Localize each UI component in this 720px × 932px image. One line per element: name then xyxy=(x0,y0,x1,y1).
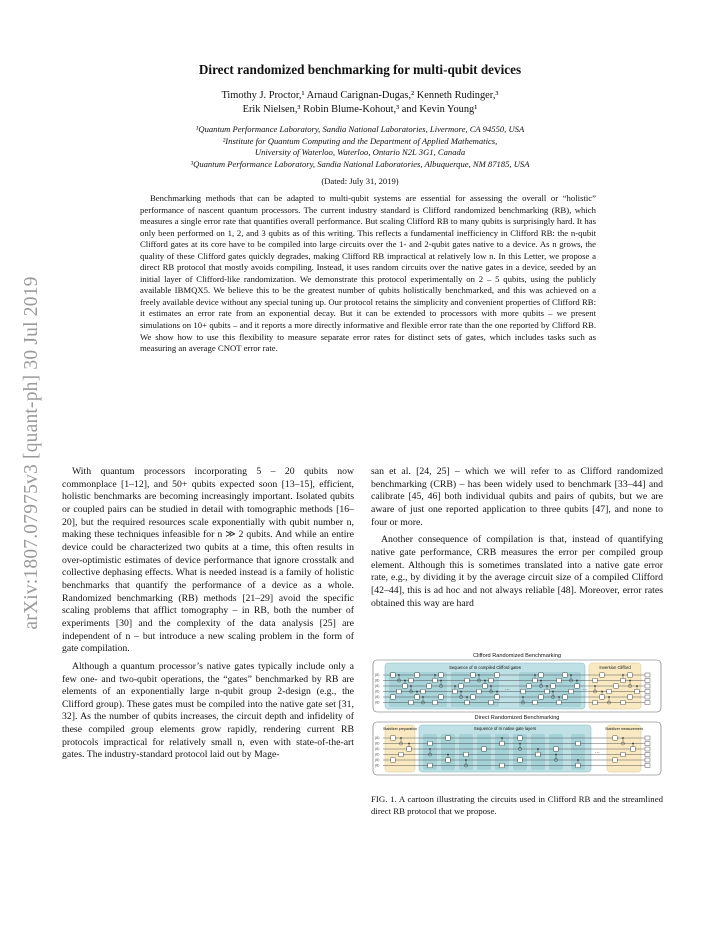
fig-top-gate xyxy=(563,673,567,677)
fig-top-qubit-label: |0⟩ xyxy=(375,673,380,678)
fig-top-ellipsis-2: ··· xyxy=(583,687,588,693)
fig-top-cnot-control xyxy=(410,685,412,687)
fig-bottom-ellipsis: ··· xyxy=(595,750,600,756)
fig-top-gate xyxy=(489,700,493,704)
fig-top-gate xyxy=(600,673,604,677)
affiliation-3: ³Quantum Performance Laboratory, Sandia National Laboratories, Albuquerque, NM 87185, USA xyxy=(190,158,530,169)
figure-caption: FIG. 1. A cartoon illustrating the circuits used in Clifford RB and the streamlined direct RB protocol that we propose. xyxy=(371,794,663,816)
fig-top-gate xyxy=(471,673,475,677)
date-line: (Dated: July 31, 2019) xyxy=(321,176,399,186)
fig-bottom-cnot-control xyxy=(501,737,503,739)
fig-top-gate xyxy=(465,678,469,682)
fig-top-gate xyxy=(465,700,469,704)
affiliation-2-cont: University of Waterloo, Waterloo, Ontario N2L 3G1, Canada xyxy=(254,147,466,158)
fig-top-ellipsis-1: ··· xyxy=(505,687,510,693)
fig-bottom-gate xyxy=(391,758,395,762)
fig-top-gate xyxy=(483,684,487,688)
fig-top-gate xyxy=(607,689,611,693)
fig-bottom-gate xyxy=(613,736,617,740)
fig-bottom-measure-icon xyxy=(645,764,650,768)
fig-top-cnot-control xyxy=(404,680,406,682)
left-column xyxy=(62,466,354,767)
fig-top-gate xyxy=(397,689,401,693)
fig-bottom-cnot-control xyxy=(447,754,449,756)
fig-top-gate xyxy=(415,673,419,677)
fig-top-gate xyxy=(621,678,625,682)
authors xyxy=(0,89,720,117)
fig-bottom-cnot-control xyxy=(555,754,557,756)
fig-top-gate xyxy=(521,689,525,693)
fig-top-gate xyxy=(533,700,537,704)
fig-top-cnot-control xyxy=(629,680,631,682)
fig-bottom-measure-icon xyxy=(645,747,650,751)
fig-top-cnot-control xyxy=(522,696,524,698)
fig-top-gate xyxy=(527,684,531,688)
fig-top-gate xyxy=(600,695,604,699)
paper-title: Direct randomized benchmarking for multi-qubit devices xyxy=(198,62,522,77)
fig-top-cnot-control xyxy=(546,685,548,687)
fig-top-cnot-control xyxy=(608,696,610,698)
fig-bottom-gate xyxy=(482,747,486,751)
left-paragraph-2: Although a quantum processor’s native gates typically include only a few one- and two-qubit operations, the “gates” benchmarked by RB are elements of an exponentially large n-qubit group 2-design (e.g., the Clifford group). These gates must be compiled into the native gate set [31, 32]. As the number of qubits increases, the circuit depth and infidelity of these compiled group elements grow rapidly, rendering current RB protocols impractical for relatively small n, even with state-of-the-art gates. The industry-standard protocol laid out by Mage- xyxy=(62,660,354,761)
fig-top-cnot-control xyxy=(466,696,468,698)
fig-bottom-cnot-control xyxy=(465,759,467,761)
fig-bottom-meas-box xyxy=(607,725,641,772)
fig-top-gate xyxy=(391,673,395,677)
fig-bottom-measure-icon xyxy=(645,742,650,746)
fig-top-gate xyxy=(551,684,555,688)
fig-top-gate xyxy=(459,684,463,688)
fig-top-cnot-control xyxy=(440,680,442,682)
fig-bottom-layer-block xyxy=(549,734,563,770)
fig-top-gate xyxy=(557,678,561,682)
fig-top-gate xyxy=(495,695,499,699)
fig-bottom-gate xyxy=(576,741,580,745)
fig-bottom-cnot-control xyxy=(577,759,579,761)
fig-bottom-gate xyxy=(576,763,580,767)
fig-bottom-gate xyxy=(407,747,411,751)
fig-top-gate xyxy=(575,684,579,688)
fig-bottom-measure-icon xyxy=(645,758,650,762)
fig-top-gate xyxy=(533,678,537,682)
fig-top-qubit-label: |0⟩ xyxy=(375,689,380,694)
fig-bottom-gate xyxy=(613,758,617,762)
affiliation-2: ²Institute for Quantum Computing and the Department of Applied Mathematics, xyxy=(222,135,498,146)
fig-bottom-gate xyxy=(621,752,625,756)
fig-top-gate xyxy=(433,700,437,704)
fig-top-measure-icon xyxy=(645,673,650,677)
fig-top-gate xyxy=(495,673,499,677)
fig-bottom-gate xyxy=(518,736,522,740)
fig-bottom-qubit-label: |0⟩ xyxy=(375,763,380,768)
fig-top-cnot-control xyxy=(454,685,456,687)
arxiv-sidebar xyxy=(12,238,52,668)
fig-top-cnot-control xyxy=(478,674,480,676)
fig-bottom-cnot-control xyxy=(537,748,539,750)
fig-top-cnot-control xyxy=(484,680,486,682)
fig-bottom-gate xyxy=(500,741,504,745)
fig-top-gate xyxy=(439,673,443,677)
fig-top-gate xyxy=(563,695,567,699)
fig-top-gate xyxy=(453,689,457,693)
fig-top-cnot-control xyxy=(422,696,424,698)
abstract: Benchmarking methods that can be adapted to multi-qubit systems are essential for assessing the overall or “holistic” performance of nascent quantum processors. The current industry standard is Clifford randomized benchmarking (RB), which measures a single error rate that quantifies overall performance. But scaling Clifford RB to many qubits is surprisingly hard. It has only been performed on 1, 2, and 3 qubits as of this writing. This reflects a fundamental inefficiency in Clifford RB: the n-qubit Clifford gates at its core have to be compiled into large circuits over the 1- and 2-qubit gates native to a device. As n grows, the quality of these Clifford gates quickly degrades, making Clifford RB impractical at relatively low n. In this Letter, we propose a direct RB protocol that mostly avoids compiling. Instead, it uses random circuits over the native gates in a device, seeded by an initial layer of Clifford-like randomization. We demonstrate this protocol experimentally on 2 – 5 qubits, using the publicly available IBMQX5. We believe this to be the greatest number of qubits holistically benchmarked, and this was achieved on a freely available device without any special tuning up. Our protocol retains the simplicity and convenient properties of Clifford RB: it estimates an error rate from an exponential decay. But it can be extended to processors with more qubits – we present simulations on 10+ qubits – and it reports a more directly informative and flexible error rate than the one reported by Clifford RB. We show how to use this flexibility to measure separate error rates for distinct sets of gates, which includes tasks such as measuring an average CNOT error rate. xyxy=(140,193,596,354)
fig-top-gate xyxy=(403,684,407,688)
fig-bottom-gate xyxy=(554,747,558,751)
fig-top-gate xyxy=(569,689,573,693)
fig-bottom-cnot-control xyxy=(622,737,624,739)
fig-bottom-meas-label: Stabilizer measurement xyxy=(605,727,643,731)
fig-bottom-cnot-control xyxy=(429,748,431,750)
fig-top-gate xyxy=(421,689,425,693)
fig-top-cnot-control xyxy=(636,685,638,687)
fig-top-cnot-control xyxy=(576,680,578,682)
fig-top-gate xyxy=(628,673,632,677)
fig-top-cnot-control xyxy=(570,674,572,676)
fig-top-gate xyxy=(391,695,395,699)
fig-bottom-seq-label: Sequence of m native gate layers xyxy=(473,726,537,731)
fig-top-gate xyxy=(593,678,597,682)
fig-bottom-gate xyxy=(518,758,522,762)
fig-top-cnot-control xyxy=(416,691,418,693)
fig-top-title: Clifford Randomized Benchmarking xyxy=(473,653,561,659)
fig-top-qubit-label: |0⟩ xyxy=(375,678,380,683)
fig-top-inv-label: Inversion Clifford xyxy=(599,665,631,670)
fig-bottom-qubit-label: |0⟩ xyxy=(375,747,380,752)
arxiv-id: arXiv:1807.07975v3 [quant-ph] 30 Jul 2019 xyxy=(21,276,42,630)
fig-top-cnot-control xyxy=(490,685,492,687)
fig-bottom-gate xyxy=(446,736,450,740)
fig-top-measure-icon xyxy=(645,684,650,688)
right-column xyxy=(371,466,663,615)
fig-bottom-gate xyxy=(500,763,504,767)
fig-top-gate xyxy=(433,678,437,682)
fig-bottom-gate xyxy=(631,747,635,751)
fig-top-qubit-label: |0⟩ xyxy=(375,700,380,705)
fig-bottom-qubit-label: |0⟩ xyxy=(375,741,380,746)
fig-top-gate xyxy=(539,695,543,699)
fig-top-gate xyxy=(409,700,413,704)
fig-bottom-gate xyxy=(536,752,540,756)
fig-top-gate xyxy=(471,695,475,699)
fig-top-gate xyxy=(439,695,443,699)
fig-top-measure-icon xyxy=(645,690,650,694)
right-paragraph-2: Another consequence of compilation is that, instead of quantifying native gate performance, CRB measures the error per compiled group element. Although this is sometimes translated into a native gate error rate, e.g., by dividing it by the average circuit size of a compiled Clifford [42–44], this is ad hoc and not always reliable [48]. Moreover, error rates obtained this way are hard xyxy=(371,534,663,609)
fig-top-qubit-label: |0⟩ xyxy=(375,684,380,689)
fig-top-cnot-control xyxy=(534,674,536,676)
left-paragraph-1: With quantum processors incorporating 5 – 20 qubits now commonplace [1–12], and 50+ qubits expected soon [13–15], efficient, holistic benchmarks are becoming increasingly important. Isolated qubits or coupled pairs can be studied in detail with tomographic methods [16–20], but the required resources scale exponentially with qubit number n, making these techniques infeasible for n ≫ 2 qubits. And while an entire device could be characterized two qubits at a time, this often results in over-optimistic estimates of device performance that ignore crosstalk and collective dephasing effects. What is needed instead is a family of holistic benchmarks that quantify the performance of a device as a whole. Randomized benchmarking (RB) methods [21–29] avoid the specific scaling problems that afflict tomography – in RB, both the number of experiments [30] and the complexity of the data analysis [25] are independent of n – but introduce a new scaling problem in the form of gate compilation. xyxy=(62,466,354,655)
right-paragraph-1: san et al. [24, 25] – which we will refer to as Clifford randomized benchmarking (CRB) – has been widely used to benchmark [33–44] and calibrate [45, 46] both individual qubits and pairs of qubits, but we are aware of just one reported application to three qubits [47], and none to four or more. xyxy=(371,466,663,528)
fig-bottom-measure-icon xyxy=(645,753,650,757)
fig-top-qubit-label: |0⟩ xyxy=(375,695,380,700)
fig-top-measure-icon xyxy=(645,679,650,683)
fig-top-gate xyxy=(545,689,549,693)
fig-top-measure-icon xyxy=(645,695,650,699)
fig-top-gate xyxy=(427,684,431,688)
fig-bottom-cnot-control xyxy=(632,743,634,745)
fig-bottom-gate xyxy=(446,758,450,762)
fig-top-cnot-control xyxy=(434,674,436,676)
fig-bottom-gate xyxy=(428,741,432,745)
fig-bottom-gate xyxy=(399,752,403,756)
fig-top-gate xyxy=(621,700,625,704)
fig-bottom-gate xyxy=(428,763,432,767)
fig-top-gate xyxy=(614,684,618,688)
fig-bottom-qubit-label: |0⟩ xyxy=(375,758,380,763)
fig-top-gate xyxy=(628,695,632,699)
fig-top-gate xyxy=(593,700,597,704)
fig-top-cnot-control xyxy=(594,685,596,687)
fig-top-cnot-control xyxy=(601,691,603,693)
affiliation-1: ¹Quantum Performance Laboratory, Sandia National Laboratories, Livermore, CA 94550, USA xyxy=(195,124,525,134)
fig-bottom-cnot-control xyxy=(400,737,402,739)
fig-top-cnot-control xyxy=(496,691,498,693)
fig-top-cnot-control xyxy=(552,691,554,693)
fig-bottom-gate xyxy=(391,736,395,740)
fig-top-cnot-control xyxy=(398,674,400,676)
fig-top-cnot-control xyxy=(460,691,462,693)
fig-top-gate xyxy=(477,689,481,693)
fig-top-gate xyxy=(539,673,543,677)
authors-line-1: Timothy J. Proctor,¹ Arnaud Carignan-Dugas,² Kenneth Rudinger,³ xyxy=(221,90,499,101)
fig-bottom-qubit-label: |0⟩ xyxy=(375,736,380,741)
fig-top-cnot-control xyxy=(540,680,542,682)
fig-top-gate xyxy=(409,678,413,682)
fig-top-gate xyxy=(415,695,419,699)
fig-top-cnot-control xyxy=(622,674,624,676)
fig-top-seq-label: Sequence of m compiled Clifford gates xyxy=(449,665,521,670)
fig-top-gate xyxy=(635,689,639,693)
fig-top-measure-icon xyxy=(645,701,650,705)
authors-line-2: Erik Nielsen,³ Robin Blume-Kohout,³ and Kevin Young¹ xyxy=(242,104,478,115)
fig-top-cnot-control xyxy=(558,696,560,698)
figure-1 xyxy=(371,650,663,776)
fig-bottom-prep-label: Stabilizer preparation xyxy=(383,727,417,731)
fig-bottom-cnot-control xyxy=(519,743,521,745)
fig-bottom-cnot-control xyxy=(408,743,410,745)
fig-bottom-title: Direct Randomized Benchmarking xyxy=(474,715,560,721)
fig-top-gate xyxy=(489,678,493,682)
affiliations xyxy=(0,124,720,170)
fig-bottom-layer-block xyxy=(477,734,491,770)
fig-bottom-measure-icon xyxy=(645,736,650,740)
fig-bottom-qubit-label: |0⟩ xyxy=(375,752,380,757)
fig-top-gate xyxy=(557,700,561,704)
fig-bottom-gate xyxy=(464,752,468,756)
